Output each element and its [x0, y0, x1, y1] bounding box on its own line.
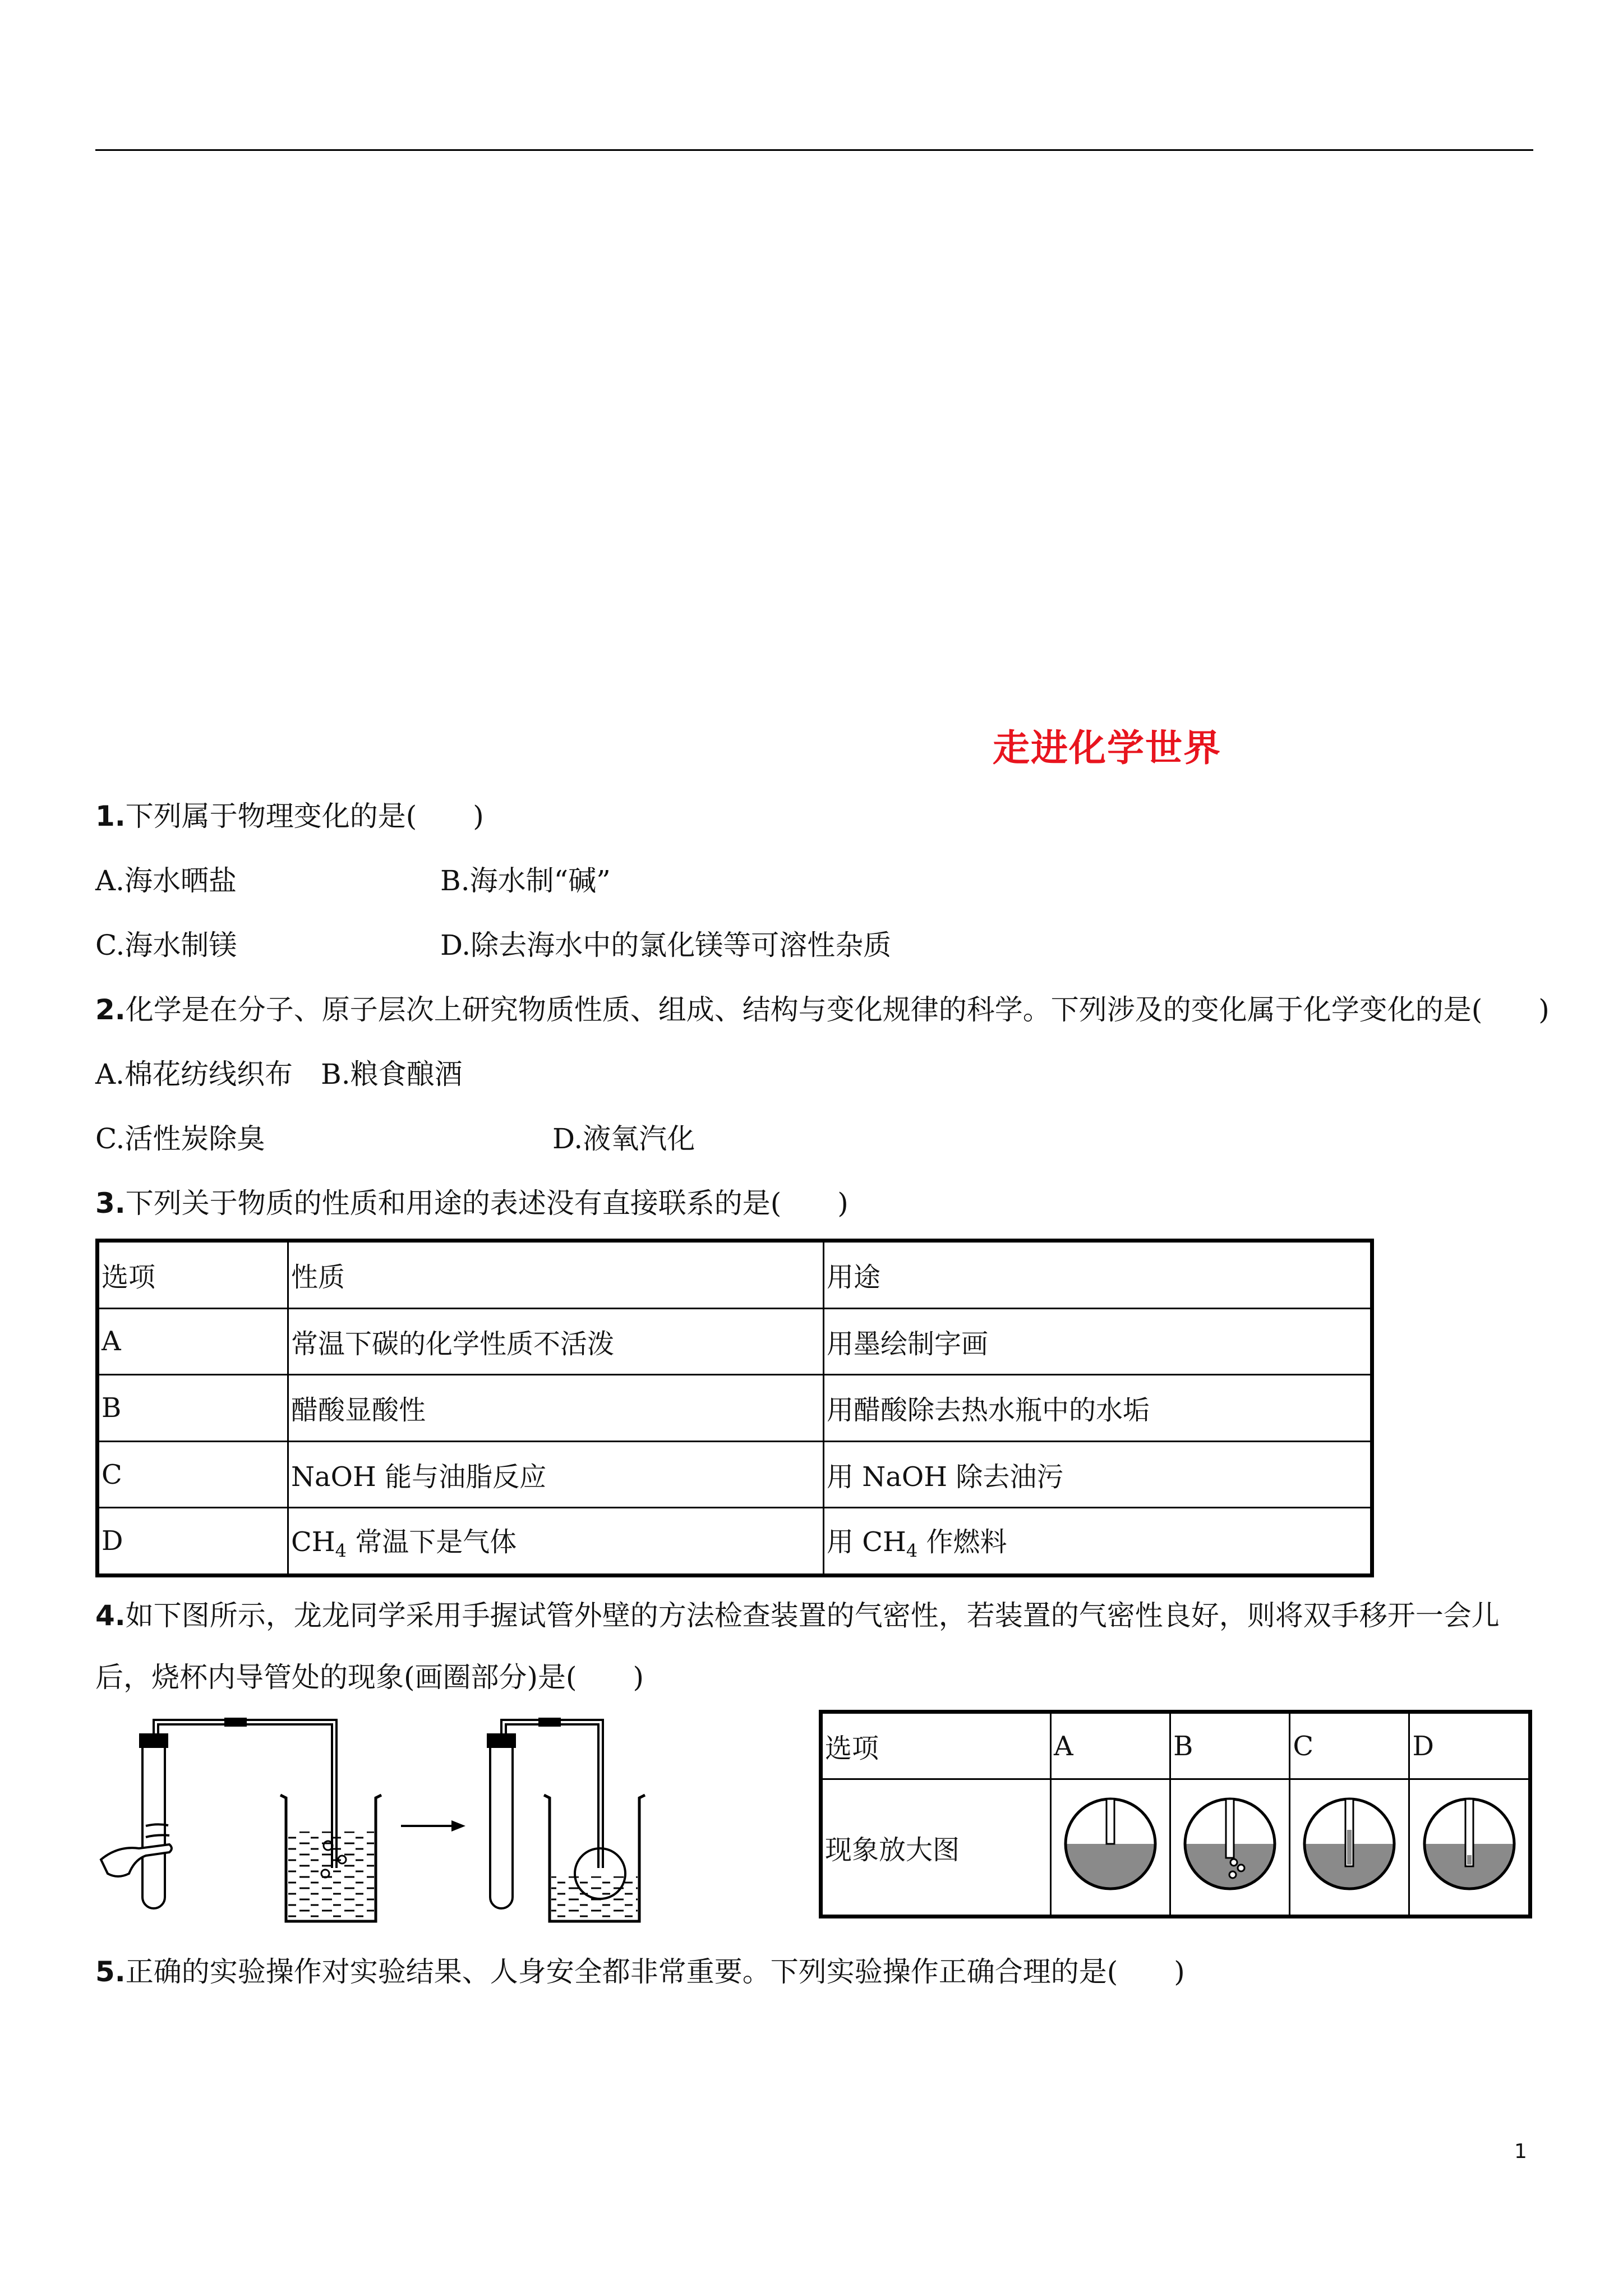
- q4-number: 4.: [95, 1599, 126, 1632]
- formula-subscript: 4: [906, 1540, 918, 1562]
- row-label: 现象放大图: [821, 1779, 1051, 1917]
- page-title: 走进化学世界: [993, 726, 1221, 770]
- q4-option-table: [819, 1710, 1532, 1918]
- q3-number: 3.: [95, 1187, 126, 1220]
- q1-text: 下列属于物理变化的是( ): [125, 800, 484, 832]
- property-text: 常温下是气体: [346, 1526, 517, 1558]
- airtightness-apparatus-figure: [95, 1705, 656, 1930]
- q1-number: 1.: [95, 800, 126, 832]
- row-option: D: [98, 1508, 288, 1576]
- q1-option-a: A.海水晒盐: [95, 864, 237, 897]
- q4-stem-line1: [95, 1599, 1500, 1632]
- tube-column-c-icon: [1302, 1796, 1397, 1892]
- option-c-diagram: [1290, 1779, 1409, 1917]
- q2-option-d: D.液氧汽化: [552, 1122, 695, 1155]
- page-number: 1: [1514, 2140, 1527, 2163]
- row-property: 醋酸显酸性: [288, 1375, 824, 1442]
- row-option: C: [98, 1441, 288, 1508]
- row-option: B: [98, 1375, 288, 1442]
- header-option: 选项: [821, 1712, 1051, 1779]
- q3-table: [95, 1239, 1374, 1577]
- row-use: 用 NaOH 除去油污: [824, 1441, 1372, 1508]
- tube-level-a-icon: [1063, 1796, 1158, 1892]
- tube-column-d-icon: [1422, 1796, 1517, 1892]
- q5-stem: [95, 1955, 1185, 1989]
- use-text-suffix: 作燃料: [917, 1526, 1007, 1558]
- q1-option-d: D.除去海水中的氯化镁等可溶性杂质: [440, 929, 892, 961]
- table-header-row: [98, 1241, 1372, 1309]
- q4-text-1: 如下图所示，龙龙同学采用手握试管外壁的方法检查装置的气密性，若装置的气密性良好，则将双手移开一会儿: [125, 1599, 1500, 1632]
- option-a-header: A: [1051, 1712, 1170, 1779]
- header-use: 用途: [824, 1241, 1372, 1309]
- beaker-circled-icon: [544, 1795, 645, 1921]
- use-text: 用 CH: [827, 1526, 906, 1558]
- table-row: [821, 1779, 1530, 1917]
- row-option: A: [98, 1308, 288, 1375]
- row-property: [288, 1508, 824, 1576]
- row-use: [824, 1508, 1372, 1576]
- q2-stem: [95, 993, 1550, 1027]
- q5-number: 5.: [95, 1955, 126, 1988]
- header-option: 选项: [98, 1241, 288, 1309]
- row-use: 用醋酸除去热水瓶中的水垢: [824, 1375, 1372, 1442]
- row-property: 常温下碳的化学性质不活泼: [288, 1308, 824, 1375]
- table-row: [98, 1308, 1372, 1375]
- table-row: [98, 1375, 1372, 1442]
- option-c-header: C: [1290, 1712, 1409, 1779]
- q3-stem: [95, 1186, 849, 1220]
- q3-text: 下列关于物质的性质和用途的表述没有直接联系的是( ): [125, 1187, 849, 1220]
- arrow-icon: [401, 1820, 465, 1832]
- table-header-row: [821, 1712, 1530, 1779]
- q2-number: 2.: [95, 993, 126, 1026]
- option-a-diagram: [1051, 1779, 1170, 1917]
- q1-stem: [95, 799, 484, 833]
- q1-option-c: C.海水制镁: [95, 929, 237, 961]
- q4-stem-line2: 后，烧杯内导管处的现象(画圈部分)是( ): [95, 1661, 644, 1694]
- row-property: NaOH 能与油脂反应: [288, 1441, 824, 1508]
- q2-text: 化学是在分子、原子层次上研究物质性质、组成、结构与变化规律的科学。下列涉及的变化属于化学变化的是( ): [125, 993, 1550, 1026]
- tube-bubbles-b-icon: [1182, 1796, 1278, 1892]
- option-d-header: D: [1409, 1712, 1530, 1779]
- table-row: [98, 1508, 1372, 1576]
- formula-text: CH: [291, 1526, 335, 1558]
- option-b-header: B: [1170, 1712, 1290, 1779]
- formula-subscript: 4: [335, 1540, 347, 1562]
- table-row: [98, 1441, 1372, 1508]
- q2-option-ab: A.棉花纺线织布 B.粮食酿酒: [95, 1058, 463, 1091]
- q5-text: 正确的实验操作对实验结果、人身安全都非常重要。下列实验操作正确合理的是( ): [125, 1955, 1185, 1988]
- option-d-diagram: [1409, 1779, 1530, 1917]
- header-property: 性质: [288, 1241, 824, 1309]
- row-use: 用墨绘制字画: [824, 1308, 1372, 1375]
- q2-option-c: C.活性炭除臭: [95, 1122, 265, 1155]
- q1-option-b: B.海水制“碱”: [440, 864, 611, 897]
- header-rule: [95, 149, 1533, 151]
- option-b-diagram: [1170, 1779, 1290, 1917]
